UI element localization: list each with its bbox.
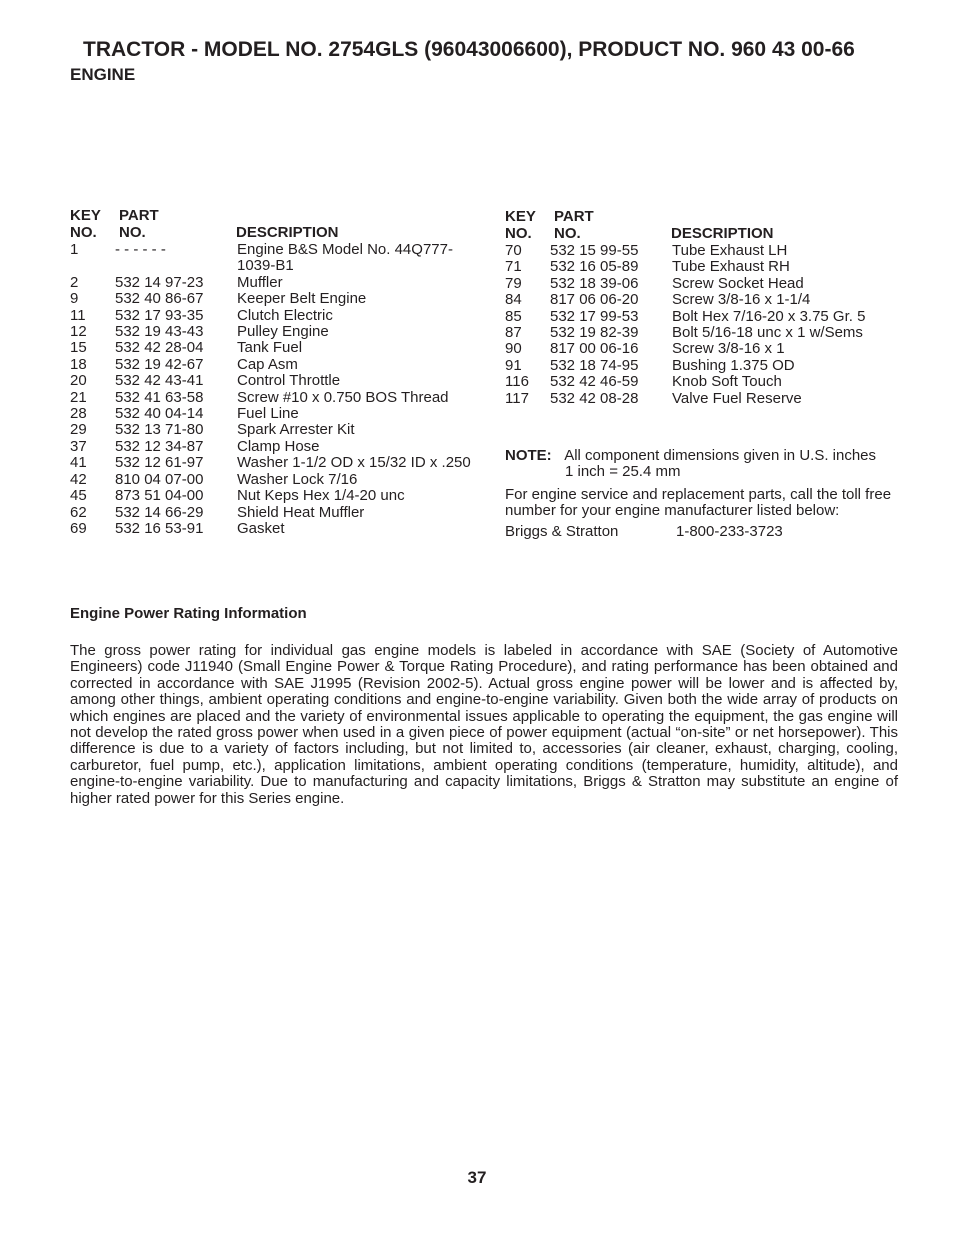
key-number: 9 bbox=[70, 290, 79, 308]
manufacturer-phone: 1-800-233-3723 bbox=[676, 523, 783, 540]
note-line1: All component dimensions given in U.S. inches bbox=[564, 447, 877, 464]
table-row bbox=[505, 391, 905, 407]
header-part-no-label: NO. bbox=[119, 224, 146, 241]
part-number: 532 15 99-55 bbox=[550, 242, 639, 259]
part-description: Gasket bbox=[237, 519, 285, 537]
key-number: 117 bbox=[505, 389, 529, 407]
page-title: TRACTOR - MODEL NO. 2754GLS (96043006600), PRODUCT NO. 960 43 00-66 bbox=[83, 38, 855, 61]
note-line2: 1 inch = 25.4 mm bbox=[565, 463, 681, 481]
key-number: 18 bbox=[70, 355, 87, 373]
part-description: Bushing 1.375 OD bbox=[672, 356, 795, 374]
table-header bbox=[70, 208, 490, 242]
manufacturer-contact bbox=[505, 523, 783, 540]
header-key-no-label: NO. bbox=[70, 224, 97, 241]
part-description: Control Throttle bbox=[237, 372, 341, 390]
part-description: Keeper Belt Engine bbox=[237, 290, 367, 308]
part-number: 810 04 07-00 bbox=[115, 470, 204, 488]
key-number: 87 bbox=[505, 324, 522, 342]
part-number: 873 51 04-00 bbox=[115, 487, 204, 505]
note-label: NOTE: bbox=[505, 447, 552, 464]
part-number: 532 12 34-87 bbox=[115, 437, 204, 455]
part-description: Tank Fuel bbox=[237, 339, 303, 357]
key-number: 12 bbox=[70, 323, 87, 341]
part-description: Muffler bbox=[237, 273, 283, 291]
part-description: Tube Exhaust RH bbox=[672, 258, 790, 276]
header-part-no-label: NO. bbox=[554, 225, 581, 242]
key-number: 45 bbox=[70, 487, 87, 505]
parts-table-left bbox=[70, 208, 490, 537]
key-number: 41 bbox=[70, 454, 87, 472]
part-number: - - - - - - bbox=[115, 241, 166, 258]
key-number: 37 bbox=[70, 437, 87, 455]
parts-list-left bbox=[70, 242, 490, 537]
part-number: 532 42 28-04 bbox=[115, 339, 204, 357]
header-key-no-label: NO. bbox=[505, 225, 532, 242]
part-number: 532 18 74-95 bbox=[550, 356, 639, 374]
part-description: Screw 3/8-16 x 1 bbox=[672, 340, 785, 358]
part-number: 532 41 63-58 bbox=[115, 388, 204, 406]
table-row bbox=[70, 275, 490, 291]
table-row bbox=[505, 325, 905, 341]
key-number: 29 bbox=[70, 421, 87, 439]
part-description: Valve Fuel Reserve bbox=[672, 389, 802, 407]
key-number: 28 bbox=[70, 405, 87, 423]
part-description: Screw 3/8-16 x 1-1/4 bbox=[672, 291, 811, 309]
part-number: 532 19 82-39 bbox=[550, 324, 639, 342]
part-number: 817 00 06-16 bbox=[550, 340, 639, 358]
header-description-label: DESCRIPTION bbox=[671, 225, 774, 242]
header-key-label: KEY bbox=[505, 208, 536, 225]
table-row bbox=[505, 341, 905, 357]
table-row bbox=[505, 309, 905, 325]
part-description: Fuel Line bbox=[237, 405, 299, 423]
part-number: 817 06 06-20 bbox=[550, 291, 639, 309]
table-row bbox=[505, 243, 905, 259]
key-number: 2 bbox=[70, 273, 79, 291]
part-description: Knob Soft Touch bbox=[672, 373, 782, 391]
header-description-label: DESCRIPTION bbox=[236, 224, 339, 241]
part-number: 532 42 08-28 bbox=[550, 389, 639, 407]
part-description: Engine B&S Model No. 44Q777-1039-B1 bbox=[237, 241, 453, 275]
key-number: 85 bbox=[505, 307, 522, 325]
part-description: Clamp Hose bbox=[237, 437, 320, 455]
service-text: For engine service and replacement parts, call the toll free number for your engine manufacturer listed below: bbox=[505, 486, 892, 520]
key-number: 116 bbox=[505, 373, 529, 391]
table-row bbox=[505, 374, 905, 390]
table-row bbox=[70, 291, 490, 307]
part-description: Washer Lock 7/16 bbox=[237, 470, 358, 488]
part-number: 532 40 04-14 bbox=[115, 405, 204, 423]
rating-heading: Engine Power Rating Information bbox=[70, 605, 307, 622]
part-description: Spark Arrester Kit bbox=[237, 421, 355, 439]
part-number: 532 17 93-35 bbox=[115, 306, 204, 324]
part-description: Cap Asm bbox=[237, 355, 298, 373]
part-description: Shield Heat Muffler bbox=[237, 503, 365, 521]
note-block bbox=[505, 448, 905, 481]
key-number: 79 bbox=[505, 274, 522, 292]
part-number: 532 17 99-53 bbox=[550, 307, 639, 325]
part-number: 532 16 05-89 bbox=[550, 258, 639, 276]
table-row bbox=[70, 390, 490, 406]
table-row bbox=[70, 242, 490, 275]
header-key-label: KEY bbox=[70, 207, 101, 224]
table-row bbox=[70, 505, 490, 521]
key-number: 1 bbox=[70, 241, 79, 258]
key-number: 84 bbox=[505, 291, 522, 309]
table-row bbox=[505, 259, 905, 275]
table-row bbox=[70, 521, 490, 537]
header-part-label: PART bbox=[119, 207, 159, 224]
header-part-label: PART bbox=[554, 208, 594, 225]
table-row bbox=[70, 439, 490, 455]
part-description: Nut Keps Hex 1/4-20 unc bbox=[237, 487, 405, 505]
part-number: 532 18 39-06 bbox=[550, 274, 639, 292]
manufacturer-name: Briggs & Stratton bbox=[505, 523, 619, 540]
table-row bbox=[70, 472, 490, 488]
part-number: 532 42 43-41 bbox=[115, 372, 204, 390]
part-number: 532 19 43-43 bbox=[115, 323, 204, 341]
table-row bbox=[70, 324, 490, 340]
part-description: Clutch Electric bbox=[237, 306, 333, 324]
parts-table-right bbox=[505, 209, 905, 407]
table-row bbox=[70, 406, 490, 422]
table-row bbox=[70, 455, 490, 471]
parts-list-right bbox=[505, 243, 905, 407]
part-description: Screw Socket Head bbox=[672, 274, 804, 292]
part-description: Bolt 5/16-18 unc x 1 w/Sems bbox=[672, 324, 863, 342]
key-number: 21 bbox=[70, 388, 87, 406]
part-description: Bolt Hex 7/16-20 x 3.75 Gr. 5 bbox=[672, 307, 866, 325]
table-row bbox=[70, 308, 490, 324]
part-description: Pulley Engine bbox=[237, 323, 329, 341]
key-number: 11 bbox=[70, 306, 86, 324]
table-header bbox=[505, 209, 905, 243]
page-number: 37 bbox=[467, 1168, 487, 1187]
part-number: 532 12 61-97 bbox=[115, 454, 204, 472]
key-number: 62 bbox=[70, 503, 87, 521]
key-number: 91 bbox=[505, 356, 522, 374]
key-number: 71 bbox=[505, 258, 522, 276]
key-number: 70 bbox=[505, 242, 522, 259]
table-row bbox=[505, 358, 905, 374]
key-number: 42 bbox=[70, 470, 87, 488]
table-row bbox=[505, 292, 905, 308]
part-number: 532 14 66-29 bbox=[115, 503, 204, 521]
table-row bbox=[70, 340, 490, 356]
part-number: 532 42 46-59 bbox=[550, 373, 639, 391]
key-number: 15 bbox=[70, 339, 87, 357]
rating-body: The gross power rating for individual gas engine models is labeled in accordance with SAE (Society of Automotive Engineers) code J11940 (Small Engine Power & Torque Rating Procedure), and rating performance has been obtained and corrected in accordance with SAE J1995 (Revision 2002-5). Actual gross engine power will be lower and is affected by, among other things, ambient operating conditions and engine-to-engine variability. Given both the wide array of products on which engines are placed and the variety of environmental issues applicable to operating the equipment, the gas engine will not develop the rated gross power when used in a given piece of power equipment (actual “on-site” or net horsepower). This difference is due to a variety of factors including, but not limited to, accessories (air cleaner, exhaust, charging, cooling, carburetor, fuel pump, etc.), application limitations, ambient operating conditions (temperature, humidity, altitude), and engine-to-engine variability. Due to manufacturing and capacity limitations, Briggs & Stratton may substitute an engine of higher rated power for this Series engine. bbox=[70, 642, 898, 807]
part-description: Screw #10 x 0.750 BOS Thread bbox=[237, 388, 449, 406]
part-description: Tube Exhaust LH bbox=[672, 242, 788, 259]
part-description: Washer 1-1/2 OD x 15/32 ID x .250 bbox=[237, 454, 471, 472]
table-row bbox=[505, 276, 905, 292]
part-number: 532 14 97-23 bbox=[115, 273, 204, 291]
table-row bbox=[70, 488, 490, 504]
part-number: 532 16 53-91 bbox=[115, 519, 204, 537]
section-title: ENGINE bbox=[70, 65, 136, 84]
table-row bbox=[70, 422, 490, 438]
key-number: 90 bbox=[505, 340, 522, 358]
part-number: 532 19 42-67 bbox=[115, 355, 204, 373]
key-number: 20 bbox=[70, 372, 87, 390]
part-number: 532 13 71-80 bbox=[115, 421, 204, 439]
table-row bbox=[70, 357, 490, 373]
part-number: 532 40 86-67 bbox=[115, 290, 204, 308]
table-row bbox=[70, 373, 490, 389]
key-number: 69 bbox=[70, 519, 87, 537]
